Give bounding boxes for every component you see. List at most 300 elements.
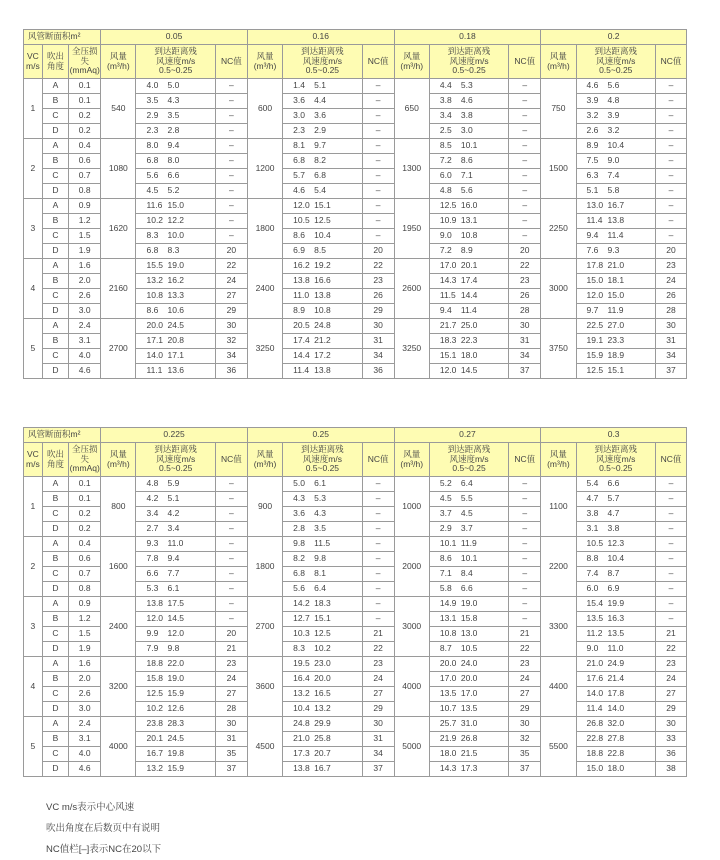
throw-distance-cell bbox=[283, 214, 362, 229]
throw-near: 6.3 bbox=[586, 170, 599, 181]
velocity-cell: 2 bbox=[24, 537, 43, 597]
airflow-cell: 1200 bbox=[247, 139, 282, 199]
nc-value-cell: 32 bbox=[215, 334, 247, 349]
airflow-cell: 5000 bbox=[394, 717, 429, 777]
throw-distance-cell bbox=[429, 537, 508, 552]
airflow-cell: 2400 bbox=[247, 259, 282, 319]
note-angle: 吹出角度在后数页中有说明 bbox=[46, 823, 161, 834]
throw-near: 15.8 bbox=[146, 673, 164, 684]
throw-near: 17.1 bbox=[146, 335, 164, 346]
throw-near: 13.2 bbox=[146, 763, 164, 774]
table-row bbox=[24, 537, 687, 552]
throw-distance-cell bbox=[576, 672, 655, 687]
pressure-loss-cell: 0.1 bbox=[69, 79, 101, 94]
angle-cell: B bbox=[42, 274, 68, 289]
throw-distance-cell bbox=[576, 184, 655, 199]
throw-far: 14.0 bbox=[607, 703, 625, 714]
nc-value-cell: 29 bbox=[215, 304, 247, 319]
throw-distance-cell bbox=[576, 244, 655, 259]
throw-distance-cell bbox=[283, 124, 362, 139]
throw-distance-cell bbox=[429, 702, 508, 717]
throw-far: 5.6 bbox=[460, 185, 473, 196]
angle-cell: D bbox=[42, 762, 68, 777]
throw-far: 15.0 bbox=[607, 290, 625, 301]
nc-value-cell: – bbox=[509, 537, 541, 552]
pressure-loss-cell: 2.0 bbox=[69, 672, 101, 687]
airflow-cell: 2400 bbox=[101, 597, 136, 657]
throw-far: 5.7 bbox=[607, 493, 620, 504]
nc-value-cell: 28 bbox=[215, 702, 247, 717]
throw-distance-cell bbox=[136, 184, 215, 199]
throw-near: 5.6 bbox=[293, 583, 305, 594]
throw-near: 3.1 bbox=[586, 523, 599, 534]
nc-value-cell: 26 bbox=[362, 289, 394, 304]
nc-value-cell: – bbox=[509, 567, 541, 582]
nc-value-cell: – bbox=[215, 522, 247, 537]
throw-near: 15.5 bbox=[146, 260, 164, 271]
throw-label-1: 到达距离残 bbox=[594, 45, 637, 56]
angle-cell: A bbox=[42, 717, 68, 732]
throw-distance-cell bbox=[576, 522, 655, 537]
throw-far: 13.3 bbox=[167, 290, 185, 301]
throw-distance-cell bbox=[136, 304, 215, 319]
throw-far: 15.9 bbox=[167, 688, 185, 699]
angle-cell: D bbox=[42, 582, 68, 597]
throw-near: 13.5 bbox=[439, 688, 457, 699]
throw-distance-cell bbox=[283, 672, 362, 687]
pressure-loss-cell: 0.9 bbox=[69, 199, 101, 214]
throw-distance-cell bbox=[429, 244, 508, 259]
throw-far: 8.7 bbox=[607, 568, 620, 579]
throw-distance-cell bbox=[429, 214, 508, 229]
airflow-label-2: (m³/h) bbox=[400, 60, 424, 71]
nc-value-cell: – bbox=[509, 597, 541, 612]
throw-label-3: 0.5~0.25 bbox=[599, 65, 633, 76]
throw-near: 12.5 bbox=[439, 200, 457, 211]
throw-distance-cell bbox=[576, 477, 655, 492]
throw-far: 4.3 bbox=[167, 95, 180, 106]
throw-far: 20.0 bbox=[460, 673, 478, 684]
throw-near: 11.0 bbox=[293, 290, 310, 301]
throw-near: 10.8 bbox=[439, 628, 457, 639]
throw-near: 14.0 bbox=[586, 688, 604, 699]
nc-header: NC值 bbox=[215, 443, 247, 477]
throw-near: 4.5 bbox=[439, 493, 452, 504]
airflow-label-2: (m³/h) bbox=[547, 458, 570, 469]
throw-distance-cell bbox=[576, 229, 655, 244]
throw-far: 4.3 bbox=[314, 508, 326, 519]
throw-distance-cell bbox=[576, 199, 655, 214]
throw-far: 18.3 bbox=[314, 598, 331, 609]
airflow-cell: 1000 bbox=[394, 477, 429, 537]
pressure-loss-cell: 3.1 bbox=[69, 732, 101, 747]
throw-near: 17.3 bbox=[293, 748, 310, 759]
throw-far: 9.8 bbox=[314, 553, 326, 564]
nc-value-cell: – bbox=[215, 507, 247, 522]
nc-value-cell: 30 bbox=[362, 717, 394, 732]
nc-value-cell: 28 bbox=[655, 304, 686, 319]
throw-distance-cell bbox=[429, 139, 508, 154]
nc-value-cell: – bbox=[215, 612, 247, 627]
notes bbox=[46, 797, 161, 860]
throw-distance-cell bbox=[429, 364, 508, 379]
throw-near: 13.8 bbox=[293, 763, 310, 774]
nc-value-cell: – bbox=[362, 492, 394, 507]
nc-value-cell: 37 bbox=[362, 762, 394, 777]
pressure-loss-cell: 0.4 bbox=[69, 139, 101, 154]
throw-distance-cell bbox=[283, 304, 362, 319]
pressure-loss-cell: 0.9 bbox=[69, 597, 101, 612]
throw-label-2: 风速度m/s bbox=[596, 453, 636, 464]
vc-header bbox=[24, 45, 43, 79]
throw-far: 5.4 bbox=[314, 185, 326, 196]
throw-near: 3.5 bbox=[146, 95, 159, 106]
pressure-loss-cell: 4.6 bbox=[69, 364, 101, 379]
angle-cell: D bbox=[42, 184, 68, 199]
throw-near: 15.0 bbox=[586, 275, 604, 286]
nc-value-cell: 31 bbox=[362, 732, 394, 747]
nc-value-cell: – bbox=[215, 184, 247, 199]
throw-far: 24.5 bbox=[167, 733, 185, 744]
throw-label-2: 风速度m/s bbox=[156, 453, 196, 464]
throw-far: 20.0 bbox=[314, 673, 331, 684]
throw-distance-cell bbox=[283, 169, 362, 184]
throw-far: 19.0 bbox=[460, 598, 478, 609]
nc-value-cell: – bbox=[655, 169, 686, 184]
throw-far: 18.9 bbox=[607, 350, 625, 361]
throw-far: 11.4 bbox=[460, 305, 477, 316]
throw-near: 11.4 bbox=[586, 215, 603, 226]
throw-distance-cell bbox=[576, 139, 655, 154]
throw-near: 10.1 bbox=[439, 538, 457, 549]
pressure-loss-cell: 0.6 bbox=[69, 552, 101, 567]
throw-header bbox=[576, 45, 655, 79]
angle-label-2: 角度 bbox=[46, 458, 64, 469]
airflow-cell: 3250 bbox=[247, 319, 282, 379]
throw-distance-cell bbox=[576, 94, 655, 109]
throw-far: 8.0 bbox=[167, 155, 180, 166]
throw-distance-cell bbox=[576, 702, 655, 717]
throw-near: 22.5 bbox=[586, 320, 604, 331]
nc-value-cell: 23 bbox=[509, 274, 541, 289]
throw-distance-cell bbox=[283, 537, 362, 552]
pressure-loss-cell: 3.0 bbox=[69, 304, 101, 319]
throw-near: 8.5 bbox=[439, 140, 452, 151]
throw-far: 15.1 bbox=[607, 365, 625, 376]
pressure-loss-cell: 1.2 bbox=[69, 214, 101, 229]
throw-label-2: 风速度m/s bbox=[302, 453, 342, 464]
throw-near: 1.4 bbox=[293, 80, 305, 91]
throw-near: 8.3 bbox=[293, 643, 305, 654]
throw-distance-cell bbox=[283, 687, 362, 702]
throw-distance-cell bbox=[429, 687, 508, 702]
throw-distance-cell bbox=[283, 94, 362, 109]
nc-value-cell: 23 bbox=[362, 657, 394, 672]
table-row bbox=[24, 79, 687, 94]
throw-distance-cell bbox=[283, 717, 362, 732]
table-row bbox=[24, 139, 687, 154]
throw-label-3: 0.5~0.25 bbox=[159, 65, 193, 76]
nc-value-cell: – bbox=[362, 582, 394, 597]
throw-distance-cell bbox=[136, 582, 215, 597]
nc-value-cell: – bbox=[215, 552, 247, 567]
throw-distance-cell bbox=[429, 199, 508, 214]
pressure-loss-cell: 0.1 bbox=[69, 94, 101, 109]
pressure-loss-cell: 2.4 bbox=[69, 319, 101, 334]
throw-distance-cell bbox=[283, 762, 362, 777]
angle-cell: A bbox=[42, 597, 68, 612]
throw-distance-cell bbox=[136, 94, 215, 109]
throw-far: 15.0 bbox=[167, 200, 185, 211]
throw-near: 8.2 bbox=[293, 553, 305, 564]
throw-distance-cell bbox=[283, 349, 362, 364]
angle-cell: D bbox=[42, 124, 68, 139]
throw-far: 17.4 bbox=[460, 275, 478, 286]
throw-distance-cell bbox=[429, 762, 508, 777]
throw-near: 18.0 bbox=[439, 748, 457, 759]
throw-distance-cell bbox=[429, 94, 508, 109]
throw-near: 10.3 bbox=[293, 628, 310, 639]
throw-near: 21.7 bbox=[439, 320, 457, 331]
angle-cell: C bbox=[42, 747, 68, 762]
airflow-cell: 1950 bbox=[394, 199, 429, 259]
throw-near: 3.8 bbox=[439, 95, 452, 106]
nc-value-cell: 24 bbox=[362, 672, 394, 687]
airflow-cell: 1800 bbox=[247, 537, 282, 597]
nc-value-cell: 29 bbox=[362, 702, 394, 717]
throw-far: 12.5 bbox=[314, 628, 331, 639]
nc-value-cell: 23 bbox=[655, 259, 686, 274]
nc-value-cell: – bbox=[509, 124, 541, 139]
airflow-cell: 1620 bbox=[101, 199, 136, 259]
pressure-loss-cell: 2.6 bbox=[69, 289, 101, 304]
throw-distance-cell bbox=[283, 364, 362, 379]
throw-distance-cell bbox=[283, 334, 362, 349]
throw-distance-cell bbox=[429, 747, 508, 762]
nc-value-cell: – bbox=[655, 79, 686, 94]
throw-near: 8.3 bbox=[146, 230, 159, 241]
duct-area-value: 0.16 bbox=[247, 30, 394, 45]
throw-near: 3.4 bbox=[146, 508, 159, 519]
throw-label-1: 到达距离残 bbox=[301, 443, 344, 454]
throw-far: 5.3 bbox=[314, 493, 326, 504]
throw-far: 6.9 bbox=[607, 583, 620, 594]
airflow-label-1: 风量 bbox=[549, 50, 567, 61]
throw-near: 18.8 bbox=[146, 658, 164, 669]
throw-far: 5.2 bbox=[167, 185, 180, 196]
throw-far: 5.1 bbox=[167, 493, 180, 504]
throw-far: 12.3 bbox=[607, 538, 625, 549]
throw-far: 22.8 bbox=[607, 748, 625, 759]
throw-distance-cell bbox=[136, 612, 215, 627]
throw-distance-cell bbox=[429, 597, 508, 612]
throw-distance-cell bbox=[429, 657, 508, 672]
throw-header bbox=[429, 45, 508, 79]
pressure-loss-cell: 1.2 bbox=[69, 612, 101, 627]
throw-distance-cell bbox=[576, 537, 655, 552]
throw-far: 10.8 bbox=[314, 305, 331, 316]
nc-value-cell: – bbox=[655, 199, 686, 214]
throw-far: 5.6 bbox=[607, 80, 620, 91]
throw-distance-cell bbox=[576, 274, 655, 289]
throw-near: 10.5 bbox=[586, 538, 604, 549]
nc-value-cell: – bbox=[362, 522, 394, 537]
nc-value-cell: 27 bbox=[215, 687, 247, 702]
pressure-loss-cell: 2.0 bbox=[69, 274, 101, 289]
throw-distance-cell bbox=[576, 567, 655, 582]
throw-distance-cell bbox=[136, 627, 215, 642]
throw-near: 12.5 bbox=[586, 365, 604, 376]
throw-near: 12.0 bbox=[586, 290, 604, 301]
nc-header: NC值 bbox=[215, 45, 247, 79]
angle-cell: A bbox=[42, 79, 68, 94]
nc-value-cell: – bbox=[215, 199, 247, 214]
throw-near: 20.5 bbox=[293, 320, 310, 331]
nc-value-cell: 30 bbox=[215, 717, 247, 732]
throw-header bbox=[283, 45, 362, 79]
airflow-header bbox=[101, 45, 136, 79]
airflow-cell: 650 bbox=[394, 79, 429, 139]
throw-near: 17.4 bbox=[293, 335, 310, 346]
throw-near: 3.0 bbox=[293, 110, 305, 121]
throw-distance-cell bbox=[283, 657, 362, 672]
throw-far: 13.2 bbox=[314, 703, 331, 714]
nc-value-cell: – bbox=[509, 184, 541, 199]
throw-near: 6.0 bbox=[439, 170, 452, 181]
throw-near: 10.8 bbox=[146, 290, 164, 301]
nc-value-cell: 23 bbox=[509, 657, 541, 672]
nc-value-cell: – bbox=[509, 612, 541, 627]
table-row bbox=[24, 657, 687, 672]
throw-far: 27.8 bbox=[607, 733, 625, 744]
nc-value-cell: 37 bbox=[509, 364, 541, 379]
pressure-loss-cell: 3.0 bbox=[69, 702, 101, 717]
airflow-cell: 5500 bbox=[541, 717, 576, 777]
throw-near: 12.5 bbox=[146, 688, 164, 699]
throw-distance-cell bbox=[283, 319, 362, 334]
throw-distance-cell bbox=[136, 214, 215, 229]
throw-near: 6.0 bbox=[586, 583, 599, 594]
nc-value-cell: – bbox=[655, 492, 686, 507]
throw-near: 9.8 bbox=[293, 538, 305, 549]
throw-near: 3.6 bbox=[293, 508, 305, 519]
pressure-loss-cell: 0.6 bbox=[69, 154, 101, 169]
throw-far: 12.2 bbox=[167, 215, 185, 226]
throw-near: 2.6 bbox=[586, 125, 599, 136]
airflow-header bbox=[394, 443, 429, 477]
throw-distance-cell bbox=[283, 79, 362, 94]
nc-value-cell: 24 bbox=[655, 274, 686, 289]
throw-far: 13.5 bbox=[460, 703, 478, 714]
throw-far: 3.7 bbox=[460, 523, 473, 534]
throw-far: 31.0 bbox=[460, 718, 478, 729]
throw-near: 12.0 bbox=[439, 365, 457, 376]
note-nc: NC值栏[–]表示NC在20以下 bbox=[46, 844, 162, 855]
throw-near: 2.3 bbox=[293, 125, 305, 136]
nc-value-cell: – bbox=[655, 94, 686, 109]
throw-far: 17.0 bbox=[460, 688, 478, 699]
throw-distance-cell bbox=[283, 289, 362, 304]
nc-value-cell: – bbox=[655, 597, 686, 612]
throw-distance-cell bbox=[576, 642, 655, 657]
throw-distance-cell bbox=[136, 672, 215, 687]
pressure-loss-cell: 4.0 bbox=[69, 349, 101, 364]
angle-cell: A bbox=[42, 477, 68, 492]
throw-near: 6.8 bbox=[146, 155, 159, 166]
throw-far: 16.2 bbox=[167, 275, 185, 286]
throw-near: 11.1 bbox=[146, 365, 163, 376]
nc-value-cell: 35 bbox=[215, 747, 247, 762]
throw-near: 13.2 bbox=[293, 688, 310, 699]
throw-distance-cell bbox=[429, 304, 508, 319]
loss-label-1: 全压损失 bbox=[71, 443, 98, 464]
angle-cell: B bbox=[42, 154, 68, 169]
airflow-cell: 1500 bbox=[541, 139, 576, 199]
throw-near: 10.5 bbox=[293, 215, 310, 226]
nc-value-cell: 21 bbox=[215, 642, 247, 657]
throw-label-3: 0.5~0.25 bbox=[599, 463, 633, 474]
nc-value-cell: – bbox=[215, 124, 247, 139]
airflow-cell: 540 bbox=[101, 79, 136, 139]
throw-near: 13.0 bbox=[586, 200, 604, 211]
throw-far: 6.1 bbox=[314, 478, 326, 489]
table-row bbox=[24, 199, 687, 214]
throw-distance-cell bbox=[576, 289, 655, 304]
throw-distance-cell bbox=[576, 597, 655, 612]
throw-far: 16.3 bbox=[607, 613, 625, 624]
nc-value-cell: 22 bbox=[655, 642, 686, 657]
throw-distance-cell bbox=[576, 349, 655, 364]
throw-distance-cell bbox=[429, 507, 508, 522]
throw-distance-cell bbox=[576, 732, 655, 747]
velocity-cell: 5 bbox=[24, 717, 43, 777]
throw-near: 2.7 bbox=[146, 523, 159, 534]
nc-value-cell: 27 bbox=[655, 687, 686, 702]
throw-near: 20.0 bbox=[439, 658, 457, 669]
throw-label-3: 0.5~0.25 bbox=[305, 65, 340, 76]
pressure-loss-cell: 0.7 bbox=[69, 169, 101, 184]
nc-value-cell: 20 bbox=[362, 244, 394, 259]
throw-distance-cell bbox=[136, 154, 215, 169]
airflow-cell: 900 bbox=[247, 477, 282, 537]
throw-label-2: 风速度m/s bbox=[449, 453, 489, 464]
throw-far: 27.0 bbox=[607, 320, 625, 331]
throw-near: 4.0 bbox=[146, 80, 159, 91]
nc-value-cell: 34 bbox=[362, 747, 394, 762]
throw-far: 9.8 bbox=[167, 643, 180, 654]
airflow-cell: 2700 bbox=[101, 319, 136, 379]
throw-header bbox=[576, 443, 655, 477]
throw-distance-cell bbox=[136, 537, 215, 552]
airflow-cell: 3300 bbox=[541, 597, 576, 657]
throw-near: 8.6 bbox=[439, 553, 452, 564]
throw-distance-cell bbox=[283, 274, 362, 289]
throw-far: 21.4 bbox=[607, 673, 625, 684]
nc-value-cell: 34 bbox=[215, 349, 247, 364]
throw-near: 5.4 bbox=[586, 478, 599, 489]
nc-value-cell: – bbox=[655, 612, 686, 627]
nc-value-cell: 20 bbox=[509, 244, 541, 259]
throw-distance-cell bbox=[429, 229, 508, 244]
angle-header bbox=[42, 443, 68, 477]
pressure-loss-cell: 1.9 bbox=[69, 244, 101, 259]
pressure-loss-cell: 0.4 bbox=[69, 537, 101, 552]
throw-far: 19.9 bbox=[607, 598, 625, 609]
throw-near: 9.3 bbox=[146, 538, 159, 549]
pressure-loss-cell: 1.5 bbox=[69, 229, 101, 244]
throw-far: 13.0 bbox=[460, 628, 478, 639]
airflow-label-1: 风量 bbox=[403, 448, 421, 459]
